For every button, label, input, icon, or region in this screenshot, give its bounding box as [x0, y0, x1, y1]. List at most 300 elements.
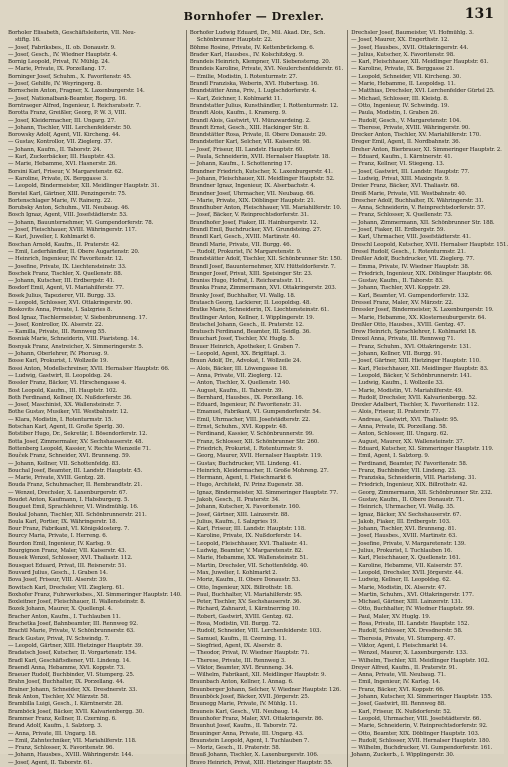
directory-entry: Brachtl Marie, Private, V. Schönbrunnerstr. 63.	[8, 628, 135, 635]
directory-entry: Dreschl Leopold, Kutscher, XVII. Hernalser Hauptstr. 151.	[351, 241, 508, 248]
directory-entry: Drexler Adalbert, Tischler, X. Favoritenstr. 112.	[351, 402, 479, 409]
directory-entry: Bosse Karl, Prokurist, I. Wollzeile 19.	[8, 358, 109, 365]
directory-entry: Dreyer Alfred, Kaufm., II. Praterstr. 91.	[351, 664, 458, 671]
directory-entry: — Josef, Fiaker, III. Erdbergstr. 59.	[351, 227, 446, 234]
directory-entry: — Josef, Gastwirt, III. Landstr. Hauptstr. 77.	[351, 168, 470, 175]
directory-entry: — Franz, Schlosser, X. Quellenstr. 73.	[351, 212, 453, 219]
directory-entry: — Ernst, Schuhm., XVI. Koppstr. 48.	[189, 424, 288, 431]
directory-entry: — Heinrich, Ingenieur, IV. Favoritenstr. 12.	[8, 256, 124, 263]
directory-entry: — Leopold, Uhrmacher, VIII. Josefstädterstr. 66.	[351, 715, 481, 722]
directory-entry: Bosek Julius, Tapezierer, VII. Burgg. 33.	[8, 292, 116, 299]
directory-entry: — Rudolf, Schneider, VIII. Lerchenfelderstr. 103.	[189, 628, 322, 635]
directory-entry: — Rosa, Private, III. Landstr. Hauptstr. 152.	[351, 621, 470, 628]
directory-entry: — Johann, Kellner, VII. Schottenfeldg. 83.	[8, 460, 121, 467]
directory-entry: Brandl Franziska, Weberin, XVI. Hubertusg. 16.	[189, 81, 319, 88]
directory-entry: Drew Heinrich, Sprachlehrer, I. Kohlmarkt 18.	[351, 329, 477, 336]
directory-entry: — Ignaz, Bindermeister, XI. Simmeringer Hauptstr. 77.	[189, 489, 338, 496]
directory-entry: Boukal Johann, Tischler, XII. Schönbrunnerstr. 211.	[8, 511, 147, 518]
directory-entry: — Paula, Modistin, I. Graben 26.	[351, 110, 439, 117]
directory-entry: — Eduard, Ingenieur, IV. Favoritenstr. 31.	[189, 402, 302, 409]
directory-entry: stiftg. 16.	[15, 37, 41, 44]
directory-entry: — Marie, Hebamme, XVI. Hasnerstr. 26.	[8, 161, 117, 168]
directory-entry: Bottenberg Leopold, Kassier, V. Rechte Wienzeile 71.	[8, 445, 151, 452]
directory-entry: Drechsler Josef, Baumeister, VI. Hofmühlg. 3.	[351, 30, 474, 36]
directory-entry: — Josefine, Private, IX. Liechtensteinstr. 33.	[8, 263, 127, 270]
directory-entry: Braun Adolf, Dr., Advokat, I. Wollzeile 24.	[189, 358, 302, 365]
directory-entry: Brandeis Karoline, Private, XVI. Neulerchenfelderstr. 61.	[189, 66, 344, 73]
directory-entry: — Johann, Kaufm., II. Taborstr. 24.	[8, 146, 102, 153]
directory-entry: — Ferdinand, Beamter, IV. Favoritenstr. 58.	[351, 460, 468, 467]
directory-entry: Bratasch Georg, Lackierer, II. Leopoldsg. 48.	[189, 299, 311, 306]
directory-entry: Bramböck Josef, Bäcker, XVII. Kalvarienbergg. 30.	[8, 708, 144, 715]
directory-entry: — Jakob, Fiaker, III. Erdbergstr. 103.	[351, 518, 451, 525]
directory-entry: Braunhut Josef, Kaufm., II. Taborstr. 72.	[189, 723, 298, 730]
directory-entry: — Franz, Schlosser, X. Favoritenstr. 96.	[8, 745, 115, 752]
directory-entry: — Leopold, Drechsler, XVII. Jörgerstr. 44.	[351, 569, 463, 576]
directory-entry: — Josef, Kleidermacher, III. Ungarg. 27.	[8, 117, 116, 124]
directory-entry: — Johann, Oberlehrer, IV. Phorusg. 9.	[8, 351, 109, 358]
directory-entry: Bornschein Anton, Fragner, X. Laxenburgerstr. 14.	[8, 88, 145, 95]
directory-entry: Dressler Josef, Bindermeister, X. Laxenburgerstr. 19.	[351, 307, 494, 314]
directory-entry: — Eduard, Kaufm., I. Kärntnerstr. 41.	[351, 154, 453, 161]
directory-entry: — Josef, Friseur, III. Landstr. Hauptstr. 60.	[189, 146, 304, 153]
directory-entry: — Leopold, Bäcker, V. Schönbrunnerstr. 141.	[351, 372, 472, 379]
directory-entry: Böhme Rosine, Private, IV. Kettenbrückeng. 6.	[189, 44, 315, 51]
directory-entry: — Karl, Zuckerbäcker, III. Hauptstr. 43.	[8, 154, 115, 161]
directory-entry: — Friedrich, Ingenieur, XIX. Billrothstr. 42.	[351, 482, 468, 489]
directory-entry: — Marie, Hebamme, XX. Klosterneuburgerstr. 64.	[351, 314, 487, 321]
directory-entry: — Johann, Bauunternehmer, VI. Gumpendorferstr. 78.	[8, 219, 154, 226]
directory-entry: — Georg, Maurer, XVII. Hernalser Hauptstr. 119.	[189, 453, 323, 460]
directory-entry: — Gustav, Kaufm., II. Taborstr. 83.	[351, 278, 444, 285]
directory-entry: Bothe Gustav, Musiker, VII. Westbahnstr. 12.	[8, 409, 129, 416]
directory-entry: Dresel Rudolf, Gesch., I. Rotenturmstr. 21.	[351, 248, 466, 255]
directory-entry: Brainer Johann, Schneider, XX. Dresdnerstr. 33.	[8, 686, 138, 693]
directory-entry: — Julius, Kutscher, X. Favoritenstr. 98.	[351, 51, 455, 58]
directory-entry: Both Ferdinand, Kellner, IX. Nußdorferstr. 36.	[8, 394, 132, 401]
directory-entry: Bouda Franz, Schuhmacher, II. Rembrandtstr. 21.	[8, 482, 143, 489]
directory-entry: Brandstatter Julius, Kunsthändler, I. Rottenturmstr. 12.	[189, 102, 339, 109]
column-middle	[186, 30, 343, 767]
directory-entry: Johann, Zuckerb., I. Wipplingerstr. 30.	[351, 752, 455, 759]
directory-entry: Bourdon Emil, Ingenieur, IV. Karlsg. 9.	[8, 540, 112, 547]
directory-entry: Bost Leopold, Kaufm., III. Hauptstr. 102.	[8, 387, 118, 394]
directory-entry: — Rudolf, Prokurist, IV. Margaretenstr. 9.	[189, 248, 302, 255]
directory-entry: Brambilla Luigi, Gesch., I. Kärntnerstr. 28.	[8, 701, 123, 708]
directory-entry: Braniss Hugo, Hofrat, I. Reichsratsstr. 11.	[189, 278, 303, 285]
directory-entry: Schönbrunner Hauptstr. 22.	[196, 37, 273, 44]
directory-entry: Brak Anton, Tischler, XV. Märzstr. 58.	[8, 694, 109, 701]
directory-entry: — Samuel, Kaufm., II. Czerning. 11.	[189, 635, 287, 642]
directory-columns	[8, 30, 508, 766]
directory-entry: Bracher Anton, Kaufm., I. Tuchlauben 11.	[8, 613, 121, 620]
directory-entry: Braunberger Johann, Selcher, V. Wiedner Hauptstr. 126.	[189, 686, 341, 693]
directory-entry: Botstiber Hugo, Dr., Sekretär, I. Bösendorferstr. 12.	[8, 431, 148, 438]
directory-entry: — Otto, Ingenieur, XIX. Billrothstr. 18.	[189, 584, 293, 591]
directory-entry: Brauneis Karl, Gesch., VII. Neubaug. 14.	[189, 708, 300, 715]
directory-entry: — Rudolf, Schlosser, XX. Dresdnerstr. 58.	[351, 628, 463, 635]
directory-entry: — Paula, Schneiderin, XVII. Hernalser Hauptstr. 18.	[189, 154, 330, 161]
directory-entry: — Friedrich, Ingenieur, XIX. Döblinger Hauptstr. 66.	[351, 270, 493, 277]
directory-entry: — Josef, Kontrollor, IX. Alserstr. 22.	[8, 321, 104, 328]
directory-entry: — Leopold, Bindermeister, XII. Meidlinger Hauptstr. 31.	[8, 183, 160, 190]
directory-entry: Boxhofer Franz, Fuhrwerksbes., XI. Simmeringer Hauptstr. 140.	[8, 591, 182, 598]
directory-entry: — Franz, Buchbinder, VII. Lindeng. 23.	[351, 467, 457, 474]
directory-entry: — Leopold, Gärtner, XIII. Hietzinger Hauptstr. 39.	[8, 642, 143, 649]
directory-entry: Borstel Karl, Gärtner, XIII. Penzingerstr. 75.	[8, 190, 127, 197]
directory-entry: — Marie, Modistin, VI. Mariahilferstr. 49.	[351, 387, 463, 394]
directory-entry: Braunegg Marie, Private, IV. Mühlg. 11.	[189, 701, 298, 708]
directory-entry: Borubsky Anton, Schuhm., VII. Neubaug. 46.	[8, 205, 130, 212]
directory-entry: Dreier Franz, Bäcker, XVI. Thaliastr. 68.	[351, 183, 460, 190]
directory-entry: Braunböck Josef, Bäcker, XVII. Jörgerstr. 25.	[189, 694, 310, 701]
directory-entry: — Franz, Bäcker, XVI. Koppstr. 66.	[351, 686, 445, 693]
directory-entry: Borotta Franz, Greißler, Georg, P. W. 3, VIII.	[8, 110, 127, 117]
directory-entry: Borowsky Adolf, Agent, VII. Kircheng. 44.	[8, 132, 121, 139]
directory-entry: — Michael, Schlosser, III. Kleistg. 8.	[351, 95, 449, 102]
directory-entry: — Emanuel, Fabrikant, VI. Gumpendorferstr. 54.	[189, 409, 321, 416]
directory-entry: Bratschel Johann, Gesch., II. Praterstr. 12.	[189, 321, 304, 328]
directory-entry: Bouguet Emil, Sprachlehrer, VI. Windmühlg. 16.	[8, 504, 139, 511]
directory-entry: — Johann, Fleischhauer, XII. Meidlinger Hauptstr. 52.	[189, 175, 335, 182]
directory-entry: Botta Josef, Zimmermaler, XV. Sechshauserstr. 48.	[8, 438, 144, 445]
page-number: 131	[464, 6, 494, 22]
directory-entry: Braunstein Leopold, Agent, I. Tuchlauben 7.	[189, 737, 309, 744]
directory-entry: — Josef, Fabriksbes., II. ob. Donaustr. 9.	[8, 44, 116, 51]
directory-entry: Brandstätter Anna, Priv., I. Luglschdorferstr. 4.	[189, 88, 317, 95]
directory-entry: Boschek Franz, Tischler, X. Quellenstr. 88.	[8, 270, 123, 277]
directory-entry: Brachetka Josef, Bahnbeamter, III. Rennweg 92.	[8, 621, 138, 628]
directory-entry: — Eduard, Kutscher, XI. Simmeringer Hauptstr. 119.	[351, 445, 494, 452]
directory-entry: — Karl, Fleischhauer, XII. Meidlinger Hauptstr. 83.	[351, 365, 489, 372]
running-title: Bornhofer — Drexler.	[183, 10, 325, 23]
directory-entry: — Emma, Private, IV. Wiedner Hauptstr. 38.	[351, 263, 470, 270]
directory-entry: — Paul, Buchhalter, VI. Mariahilferstr. 95.	[189, 591, 303, 598]
directory-entry: Brauß Johann, Tischler, X. Laxenburgerstr. 106.	[189, 752, 319, 759]
directory-entry: — Johann, Kutscher, X. Favoritenstr. 160.	[189, 504, 301, 511]
directory-entry: — Josef, Nationalbank-Beamter, Rogerg. 16.	[8, 95, 127, 102]
directory-entry: Brandstätter Rosa, Private, II. Obere Donaustr. 29.	[189, 132, 327, 139]
directory-entry: — Johann, Tischler, VIII. Lerchenfelderstr. 50.	[8, 124, 132, 131]
directory-entry: — Alois, Bäcker, III. Löwengasse 18.	[189, 365, 288, 372]
directory-entry: Boxleitner Josef, Fleischhauer, II. Wallensteinstr. 8.	[8, 599, 146, 606]
directory-entry: Bornig Leopold, Privat, IV. Mühlg. 24.	[8, 59, 110, 66]
directory-entry: — Emil, Lederhändler, II. Obere Augartenstr. 20.	[8, 248, 140, 255]
directory-entry: — Hermann, Agent, I. Fleischmarkt 6.	[189, 475, 293, 482]
directory-entry: Dreiß Marie, Private, VII. Westbahnstr. 40.	[351, 190, 467, 197]
directory-entry: — Ludwig, Privat, XIII. Maxingstr. 9.	[351, 175, 450, 182]
directory-entry: — Viktor, Agent, I. Fleischmarkt 14.	[351, 642, 448, 649]
directory-entry: Brandl Marie, Private, VII. Burgg. 46.	[189, 241, 292, 248]
directory-entry: — Ludwig, Kellner, II. Leopoldsg. 62.	[351, 577, 451, 584]
directory-entry: — Karoline, Hebamme, VII. Kaiserstr. 57.	[351, 562, 463, 569]
directory-entry: — Karoline, Private, IX. Nußdorferstr. 14.	[189, 533, 302, 540]
directory-entry: — Rosa, Modistin, VII. Burgg. 72.	[189, 621, 281, 628]
directory-entry: — Moriz, Kaufm., II. Obere Donaustr. 53.	[189, 577, 301, 584]
directory-entry: — Ludwig, Kaufm., I. Wollzeile 33.	[351, 380, 444, 387]
directory-entry: — Theresia, Private, VI. Stumperg. 47.	[351, 635, 456, 642]
directory-entry: Borntraeger Alfred, Ingenieur, I. Reichsratsstr. 7.	[8, 102, 141, 109]
directory-entry: — Leopold, Fleischhauer, XVI. Thaliastr. 41.	[189, 540, 308, 547]
directory-entry: — August, Maurer, XX. Wallensteinstr. 37.	[351, 438, 465, 445]
directory-entry: Branger Josef, Privat, XIII. Speisinger Str. 23.	[189, 270, 313, 277]
directory-entry: — Karl, Juwelier, I. Kohlmarkt 6.	[8, 234, 96, 241]
directory-entry: Bourgignon Franz, Maler, VII. Kaiserstr. 43.	[8, 548, 127, 555]
directory-entry: — Jakob, Gesch., II. Praterstr. 34.	[189, 497, 280, 503]
directory-entry: — Josef, Fleischhauer, XVIII. Währingerstr. 117.	[8, 227, 137, 234]
directory-entry: — Martin, Schuhm., XVI. Ottakringerstr. 177.	[351, 591, 474, 598]
directory-entry: — Marie, Hebamme, II. Leopoldsg. 11.	[351, 81, 456, 88]
directory-entry: — Bernhard, Hausbes., IX. Porzellang. 16.	[189, 394, 304, 401]
directory-entry: Botschan Karl, Agent, II. Große Sperlg. 30.	[8, 424, 125, 431]
directory-entry: — Marie, Schneiderin, V. Reinprechtsdorferstr. 92.	[351, 723, 488, 730]
directory-entry: Brandl Emil, Buchdrucker, XVI. Grundsteing. 27.	[189, 227, 322, 234]
directory-entry: — Therese, Private, XVIII. Währingerstr. 90.	[351, 124, 470, 131]
directory-entry: Bowitsch Karl, Drechsler, VII. Zieglerg. 61.	[8, 584, 124, 591]
directory-entry: Bozek Johann, Maurer, X. Quellenpl. 4.	[8, 606, 113, 613]
directory-entry: — Ludwig, Beamter, V. Margaretenstr. 82.	[189, 548, 303, 555]
directory-entry: Brandt Ernst, Gesch., XIII. Hackinger Str. 8.	[189, 124, 309, 131]
directory-entry: — Paul, Maler, XV. Huglg. 19.	[351, 613, 431, 620]
directory-entry: — Emil, Agent, I. Salztorg. 9.	[351, 453, 430, 460]
directory-entry: Bova Josef, Friseur, VIII. Alserstr. 39.	[8, 577, 108, 584]
directory-entry: — Anton, Schlosser, III. Ungarg. 62.	[351, 431, 449, 438]
directory-entry: Branka Franz, Zimmermann, XVI. Ottakringerstr. 203.	[189, 285, 337, 292]
directory-entry: Brandner Friedrich, Kutscher, X. Laxenburgerstr. 41.	[189, 168, 333, 175]
directory-entry: — Josef, Agent, II. Taborstr. 61.	[8, 759, 92, 766]
directory-entry: — Leopold, Schlosser, XVI. Ottakringerstr. 90.	[8, 299, 133, 306]
directory-entry: — Johann, Kaufm., I. Schottenring 17.	[189, 161, 293, 168]
directory-entry: — Martin, Drechsler, VII. Schottenfeldg. 40.	[189, 562, 309, 569]
column-right	[347, 30, 508, 767]
directory-entry: Braunbach Anton, Kellner, I. Annag. 6.	[189, 679, 294, 686]
directory-entry: Bosniak Marie, Schneiderin, VIII. Piaristeng. 14.	[8, 336, 139, 343]
directory-entry: — Wenzel, Drechsler, X. Laxenburgerstr. 67.	[8, 489, 128, 496]
directory-entry: — Andreas, Gastwirt, XVI. Thaliastr. 95.	[351, 416, 459, 423]
directory-entry: — Marie, Modistin, IX. Alserstr. 47.	[351, 584, 447, 591]
directory-entry: — Johann, Tischler, XVI. Brunneng. 81.	[351, 526, 457, 533]
directory-entry: — Franz, Schuhm., XVI. Ottakringerstr. 131.	[351, 343, 471, 350]
directory-entry: — Leopold, Agent, XX. Brigittapl. 3.	[189, 351, 286, 358]
directory-entry: — Wenzel, Maurer, X. Laxenburgerstr. 133.	[351, 650, 468, 657]
directory-entry: — Karl, Zeichner, I. Kohlmarkt 11.	[189, 95, 282, 102]
page-header	[14, 6, 494, 28]
directory-entry: — Josef, Hausbes., XVII. Ottakringerstr. 44.	[351, 44, 469, 51]
directory-entry: Bossler Franz, Bäcker, VI. Hirschengasse 4.	[8, 380, 127, 387]
directory-entry: — Wilhelm, Fabrikant, XII. Meidlinger Hauptstr. 9.	[189, 672, 327, 679]
directory-entry: — Wilhelm, Tischler, XII. Meidlinger Hauptstr. 102.	[351, 657, 490, 664]
directory-entry: Brauchart Josef, Tischler, XV. Huglg. 5.	[189, 336, 295, 343]
directory-entry: — Josef, Gärtner, XIII. Hietzinger Hauptstr. 110.	[351, 358, 481, 365]
directory-entry: Boudet Anton, Kaufmann, I. Habsburgerg. 5.	[8, 497, 129, 503]
directory-entry: — Johann, Tischler, XVI. Koppstr. 29.	[351, 285, 451, 292]
directory-entry: — Gustav, Buchdrucker, VII. Lindeng. 41.	[189, 460, 302, 467]
directory-entry: Brammer Franz, Kellner, II. Czerning. 6.	[8, 715, 117, 722]
directory-entry: — Julius, Kaufm., I. Salzgries 19.	[189, 518, 278, 525]
directory-entry: — Johann, Kutscher, XI. Simmeringer Hauptstr. 155.	[351, 694, 493, 701]
directory-entry: — Karl, Fleischhauer, X. Quellenstr. 161.	[351, 555, 461, 562]
directory-entry: — Anna, Schneiderin, V. Reinprechtsdorferstr. 57.	[351, 205, 486, 212]
directory-entry: Dreßler Adolf, Buchdrucker, VII. Zieglerg. 77.	[351, 256, 475, 263]
directory-entry: Braendl Anna, Hebamme, XVI. Koppstr. 73.	[8, 664, 125, 671]
directory-entry: — Michael, Gärtner, XIII. Lainzerstr. 131.	[351, 599, 463, 606]
directory-entry: Brandl Karl, Gesch., XVIII. Martinstr. 40.	[189, 234, 300, 241]
directory-entry: Brandt Alois, Kaufm., I. Kramerg. 9.	[189, 110, 287, 117]
directory-entry: — Kamilla, Private, III. Rennweg 55.	[8, 329, 107, 336]
directory-entry: — Marie, Hebamme, XX. Wallensteinstr. 51.	[189, 555, 308, 562]
directory-entry: — Heinrich, Uhrmacher, VI. Wallg. 35.	[351, 504, 455, 511]
directory-entry: — Josef, Bäcker, V. Reinprechtsdorferstr. 31.	[189, 212, 309, 219]
directory-entry: — Anna, Private, III. Ungarg. 18.	[8, 730, 97, 737]
directory-entry: — Hugo, Architekt, IV. Prinz Eugenstr. 38.	[189, 482, 304, 489]
directory-entry: — Matthias, Drechsler, XVI. Lerchenfelder Gürtel 25.	[351, 88, 495, 95]
directory-entry: Brandner Ignaz, Ingenieur, IX. Alserbachstr. 4.	[189, 183, 316, 190]
directory-entry: Brandstetter Karl, Selcher, VII. Kaiserstr. 98.	[189, 139, 311, 146]
directory-entry: Bousquet Eduard, Privat, III. Reisnerstr. 51.	[8, 562, 127, 569]
directory-entry: Brahn Josef, Buchhalter, IX. Porzellang. 44.	[8, 679, 125, 686]
directory-entry: — Franz, Kellner, VI. Stiegeng. 13.	[351, 161, 445, 168]
directory-entry: Bratlinger Anton, Kellner, I. Wipplingerstr. 19.	[189, 314, 315, 321]
directory-entry: Bossi Anton, Modellschreiner, XVII. Hernalser Hauptstr. 66.	[8, 365, 170, 372]
directory-entry: — Julius, Prokurist, I. Tuchlauben 16.	[351, 548, 453, 555]
directory-entry: — Johann, Kutscher, III. Erdbergstr. 41.	[8, 278, 115, 285]
directory-entry: Brandl Alois, Gastwirt, VI. Münzwardeing. 2.	[189, 117, 311, 124]
directory-entry: Bortenschlager Marie, IV. Rainerg. 22.	[8, 197, 113, 204]
directory-entry: Brandeis Heinrich, Klempner, VII. Siebensterng. 20.	[189, 59, 331, 66]
directory-entry: Brand Adolf, Kaufm., I. Salztorg. 3.	[8, 723, 103, 730]
directory-entry: — Franziska, Schneiderin, VIII. Piaristeng. 31.	[351, 475, 477, 482]
directory-entry: — Anna, Private, IX. Porzellang. 58.	[351, 424, 448, 431]
directory-entry: — Josef, Gärtner, XIII. Lainzerstr. 88.	[189, 511, 290, 518]
directory-entry: — Marie, Private, XVIII. Gentzg. 28.	[8, 475, 106, 482]
directory-entry: Bosdorf Emil, Agent, VI. Mariahilferstr. 77.	[8, 285, 124, 292]
directory-entry: — Josef, Maurer, XX. Engerthstr. 12.	[351, 37, 449, 44]
directory-entry: Dreger Emil, Agent, II. Nordbahnstr. 36.	[351, 139, 461, 146]
directory-entry: Bosch Ignaz, Agent, VIII. Josefstädterstr. 53.	[8, 212, 128, 219]
directory-entry: — Anton, Tischler, X. Quellenstr. 140.	[189, 380, 291, 387]
directory-entry: Bratusch Ferdinand, Beamter, III. Seidlg. 36.	[189, 329, 311, 336]
directory-entry: — Otto, Ingenieur, IV. Schwindg. 19.	[351, 102, 450, 109]
directory-entry: Bousek Wenzel, Schlosser, XVI. Thaliastr. 112.	[8, 555, 133, 562]
directory-entry: — Karl, Uhrmacher, VIII. Josefstädterstr. 41.	[351, 234, 471, 241]
directory-entry: Borhofer Ludwig Eduard, Dr., Mil. Akad. Dir., Sch.	[189, 30, 326, 36]
directory-entry: — Emil, Uhrmacher, VIII. Josefstädterstr. 22.	[189, 416, 311, 423]
directory-entry: Drexel Anna, Private, III. Rennweg 71.	[351, 336, 456, 343]
directory-entry: — Moriz, Gesch., II. Praterstr. 58.	[189, 745, 281, 752]
directory-entry: — Ignaz, Bäcker, XV. Sechshauserstr. 67.	[351, 511, 462, 518]
directory-entry: — Karoline, Private, IX. Berggasse 3.	[8, 175, 108, 182]
directory-entry: — Ludwig, Gastwirt, II. Leopoldsg. 24.	[8, 372, 112, 379]
directory-entry: — Theodor, Privat, IV. Wiedner Hauptstr. 71.	[189, 650, 310, 657]
directory-entry: Boula Karl, Portier, IX. Währingerstr. 18.	[8, 518, 118, 525]
directory-entry: — Rudolf, Gesch., V. Margaretenstr. 104.	[351, 117, 461, 124]
directory-entry: Boschan Arnold, Kaufm., II. Praterstr. 42.	[8, 241, 120, 248]
directory-entry: — Klara, Modistin, I. Rotenturmstr. 15.	[8, 416, 113, 423]
directory-entry: — Emilie, Modistin, I. Rotenturmstr. 27.	[189, 73, 298, 80]
directory-entry: Bour Franz, Fabrikant, VI. Königsklosterg. 7.	[8, 526, 130, 533]
directory-entry: Bradl Karl, Geschäftsdiener, VII. Lindeng. 14.	[8, 657, 131, 664]
directory-entry: — Otto, Buchhalter, IV. Wiedner Hauptstr. 99.	[351, 606, 475, 613]
directory-entry: Borsini Karl, Friseur, V. Margaretenstr. 62.	[8, 168, 123, 175]
directory-entry: — Johann, Kellner, VII. Burgg. 91.	[351, 351, 443, 358]
directory-entry: — Rudolf, Schlosser, XVII. Hernalser Hauptstr. 180.	[351, 737, 491, 744]
directory-entry: — Franz, Schlosser, XII. Schönbrunner Str. 260.	[189, 438, 319, 445]
directory-entry: — Karl, Friseur, III. Landstr. Hauptstr. 118.	[189, 526, 306, 533]
directory-entry: — Friedrich, Prokurist, I. Rotenturmstr. 9.	[189, 445, 304, 452]
directory-entry: Brauer Heinrich, Apotheker, I. Graben 7.	[189, 343, 300, 350]
directory-entry: — Anna, Private, VII. Zieglerg. 12.	[189, 372, 283, 379]
directory-entry: — Josefine, Private, V. Margaretenstr. 139.	[351, 540, 466, 547]
directory-entry: — Josef, Hausbes., XVIII. Martinstr. 63.	[351, 533, 457, 540]
directory-entry: Brauninger Anna, Private, III. Ungarg. 43.	[189, 730, 304, 737]
directory-entry: Bourcy Maria, Private, I. Herreng. 6.	[8, 533, 108, 540]
directory-entry: — Karl, Friseur, IX. Nußdorferstr. 52.	[351, 708, 452, 715]
directory-entry: — Gustav, Kaufm., II. Obere Donaustr. 71.	[351, 497, 465, 503]
directory-entry: — Josef, Gesch., IV. Wiedner Hauptstr. 4.	[8, 51, 118, 58]
directory-entry: — Therese, Private, III. Rennweg 3.	[189, 657, 286, 664]
directory-entry: — Leopold, Schneider, VII. Kircheng. 30.	[351, 73, 461, 80]
directory-entry: — Peter, Tischler, XV. Sechshauserstr. 36.	[189, 599, 302, 606]
directory-entry: — Marie, Private, XIX. Döblinger Hauptstr. 21.	[189, 197, 316, 204]
directory-entry: Bravo Heinrich, Privat, XIII. Hietzinger Hauptstr. 55.	[189, 759, 333, 766]
directory-entry: — Siegfried, Agent, IX. Alserstr. 8.	[189, 642, 283, 649]
directory-entry: — Rudolf, Drechsler, XVII. Kalvarienbergg. 52.	[351, 394, 477, 401]
directory-entry: Boskovits Anna, Private, I. Salzgries 8.	[8, 307, 113, 314]
directory-entry: Bosnyak Franz, Anstreicher, X. Simmeringerstr. 5.	[8, 343, 144, 350]
directory-entry: Dreßler Otto, Hausbes., XVIII. Gentzg. 47.	[351, 321, 466, 328]
directory-entry: Borninger Josef, Schuhm., X. Favoritenstr. 45.	[8, 73, 132, 80]
directory-entry: — Emil, Zahntechniker, VII. Mariahilferstr. 118.	[8, 737, 137, 744]
directory-entry: Braunhofer Franz, Maler, XVI. Ottakringerstr. 86.	[189, 715, 324, 722]
directory-entry: — Wilhelm, Buchdrucker, VI. Gumpendorferstr. 161.	[351, 745, 493, 752]
directory-entry: Brandner Josef, Uhrmacher, VII. Neubaug. 66.	[189, 190, 315, 197]
directory-entry: — Emil, Ingenieur, IV. Karlsg. 14.	[351, 679, 441, 686]
directory-entry: — Josef, Gastwirt, III. Rennweg 88.	[351, 701, 446, 708]
directory-entry: — Karl, Beamter, VI. Gumpendorferstr. 132.	[351, 292, 470, 299]
directory-entry: — Alois, Friseur, II. Praterstr. 77.	[351, 409, 441, 416]
directory-entry: Bradatsch Josef, Kutscher, II. Vorgartenstr. 154.	[8, 650, 137, 657]
directory-entry: — Karl, Fleischhauer, XII. Meidlinger Hauptstr. 61.	[351, 59, 489, 66]
directory-entry: Brandhuber Anton, Fleischhauer, VII. Mariahilferstr. 10.	[189, 205, 342, 212]
directory-entry: — Georg, Zimmermann, XII. Schönbrunner Str. 232.	[351, 489, 493, 496]
directory-entry: — Anna, Private, VII. Neubaug. 71.	[351, 672, 446, 679]
directory-entry: — Johann, Hausbes., XVIII. Währingerstr. 144.	[8, 752, 133, 759]
directory-entry: — Johann, Zimmermann, XII. Schönbrunner Str. 188.	[351, 219, 495, 226]
directory-entry: Bouček Franz, Schneider, XVI. Brunneng. 59.	[8, 453, 131, 460]
directory-entry: — Otto, Beamter, XIX. Döblinger Hauptstr. 103.	[351, 730, 480, 737]
directory-entry: — August, Kaufm., II. Taborstr. 39.	[189, 387, 284, 394]
directory-entry: Brack Gustav, Privat, IV. Schwindg. 7.	[8, 635, 110, 642]
directory-entry: Bosl Ignaz, Tischlermeister, V. Siebenbrunneng. 17.	[8, 314, 147, 321]
directory-entry: Brader Karl, Hausbes., IV. Kolschitzkyg. 9.	[189, 51, 304, 58]
directory-entry: — Ferdinand, Kassier, V. Schönbrunnerstr. 99.	[189, 431, 314, 438]
directory-entry: — Karoline, Private, IX. Berggasse 21.	[351, 66, 455, 73]
directory-entry: Dreher Anton, Bierbrauer, XI. Simmeringer Hauptstr. 2.	[351, 146, 502, 153]
directory-entry: Brandstätter Adolf, Tischler, XII. Schönbrunner Str. 150.	[189, 256, 342, 263]
directory-entry: Branky Josef, Buchhalter, VI. Wallg. 18.	[189, 292, 296, 299]
column-left	[8, 30, 182, 767]
directory-entry: — Josef, Maschinist, XX. Wallensteinstr. 7.	[8, 402, 122, 409]
directory-entry: Drecker Anton, Tischler, XV. Mariahilferstr. 170.	[351, 132, 481, 139]
directory-entry: — Viktor, Beamter, XVI. Brunneng. 34.	[189, 664, 294, 671]
directory-entry: — Gustav, Kontrollor, VII. Zieglerg. 37.	[8, 139, 113, 146]
directory-entry: Dressel Franz, Maler, XV. Märzstr. 22.	[351, 299, 454, 306]
directory-entry: — Max, Juwelier, I. Kohlmarkt 2.	[189, 569, 278, 576]
directory-entry: — Marie, Private, IX. Porzellang. 17.	[8, 66, 107, 73]
directory-entry: — Heinrich, Kleidermacher, II. Große Mohreng. 27.	[189, 467, 329, 474]
directory-entry: Brandhofer Josef, Fiaker, III. Hainburgerstr. 12.	[189, 219, 319, 226]
directory-entry: — Richard, Zahnarzt, I. Kärntnerring 10.	[189, 606, 300, 613]
